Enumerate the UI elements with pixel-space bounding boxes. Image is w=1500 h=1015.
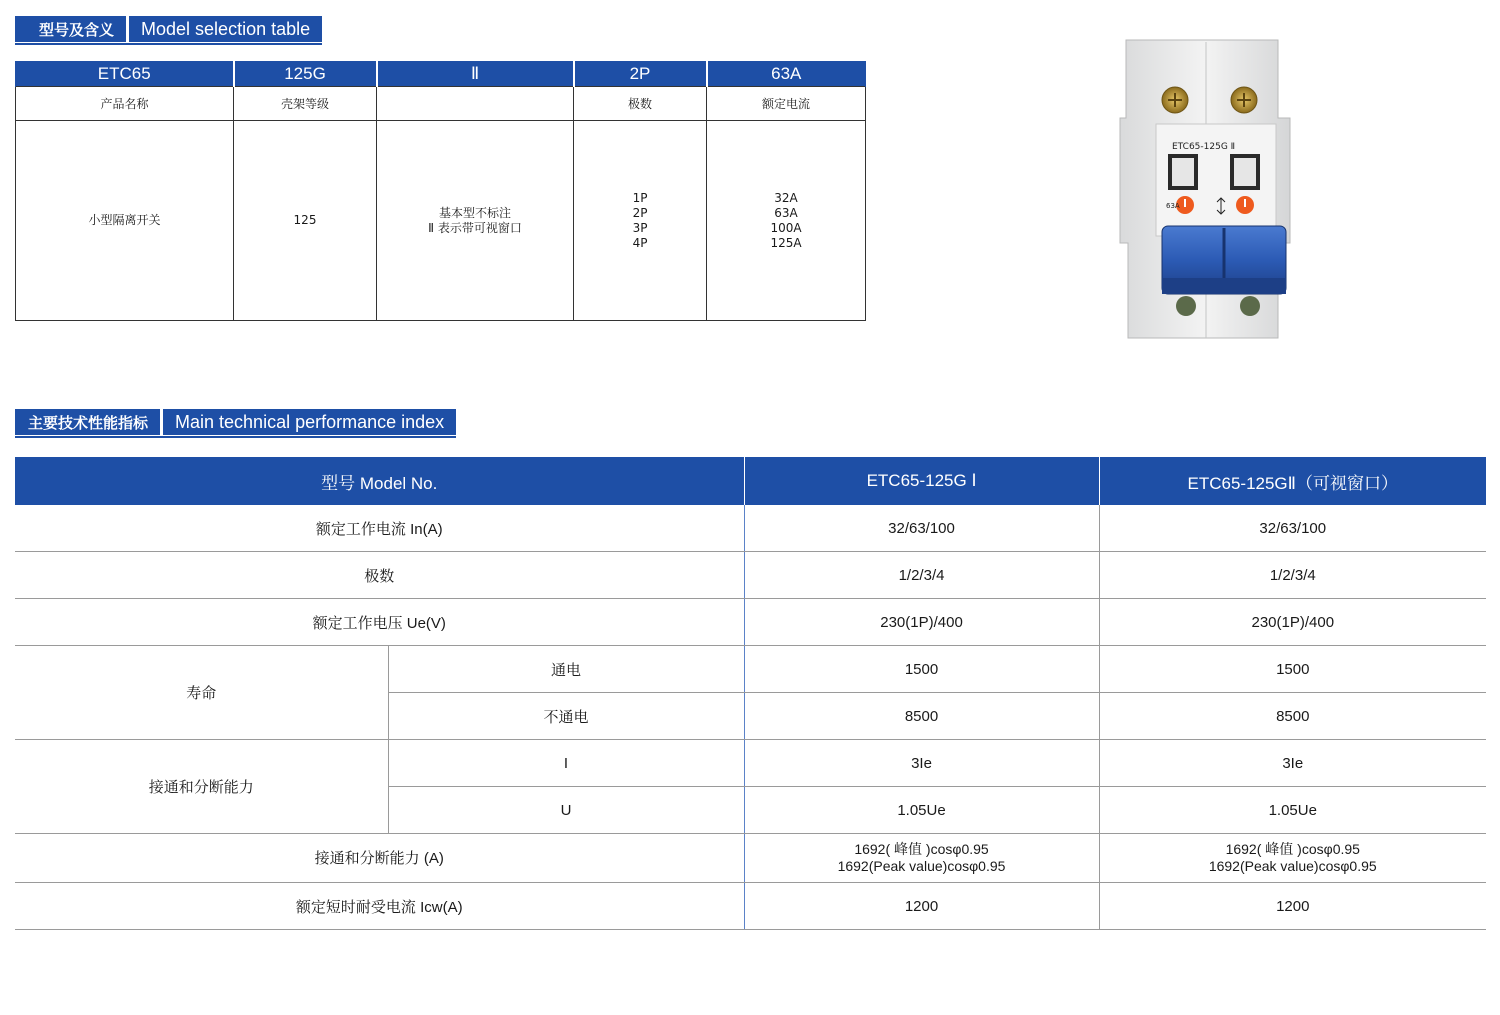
row-label-life: 寿命 xyxy=(15,646,388,740)
isolating-switch-product-image xyxy=(1118,38,1293,356)
row-label-rated-voltage: 额定工作电压 Ue(V) xyxy=(15,599,744,646)
meaning-rated-current: 额定电流 xyxy=(707,87,866,121)
peak-value-cn: 1692( 峰值 )cosφ0.95 xyxy=(1225,841,1360,857)
model-header-current: 63A xyxy=(707,61,866,87)
pole-option: 2P xyxy=(632,205,648,220)
cell-value: 8500 xyxy=(744,693,1099,740)
sub-label-not-energized: 不通电 xyxy=(388,693,744,740)
row-label-rated-current: 额定工作电流 In(A) xyxy=(15,505,744,552)
section-title-cn: 型号及含义 xyxy=(15,16,126,42)
meaning-window xyxy=(377,87,574,121)
meaning-poles: 极数 xyxy=(574,87,707,121)
cell-value: 230(1P)/400 xyxy=(1099,599,1486,646)
cell-value: 1200 xyxy=(1099,883,1486,930)
meaning-frame-grade: 壳架等级 xyxy=(234,87,377,121)
cell-value: 3Ie xyxy=(744,740,1099,787)
detail-window-line1: 基本型不标注 xyxy=(438,205,511,220)
cell-value: 1.05Ue xyxy=(1099,787,1486,834)
sub-label-energized: 通电 xyxy=(388,646,744,693)
cell-value: 32/63/100 xyxy=(744,505,1099,552)
section-header-technical-index xyxy=(15,409,456,435)
cell-value: 8500 xyxy=(1099,693,1486,740)
detail-window xyxy=(377,121,574,321)
current-option: 63A xyxy=(774,205,798,220)
peak-value-cn: 1692( 峰值 )cosφ0.95 xyxy=(854,841,989,857)
section-title-cn: 主要技术性能指标 xyxy=(15,409,160,435)
current-option: 100A xyxy=(770,220,802,235)
current-option: 32A xyxy=(774,190,798,205)
cell-value: 230(1P)/400 xyxy=(744,599,1099,646)
peak-value-en: 1692(Peak value)cosφ0.95 xyxy=(1208,858,1377,874)
cell-value: 1200 xyxy=(744,883,1099,930)
current-option: 125A xyxy=(770,235,802,250)
perf-header-model: 型号 Model No. xyxy=(15,457,744,505)
pole-option: 3P xyxy=(632,220,648,235)
cell-value: 1500 xyxy=(744,646,1099,693)
model-selection-table xyxy=(15,61,866,321)
detail-frame: 125 xyxy=(234,121,377,321)
cell-value: 32/63/100 xyxy=(1099,505,1486,552)
product-model-label: ETC65-125G Ⅱ xyxy=(1172,142,1236,152)
cell-value xyxy=(744,834,1099,883)
detail-window-line2: Ⅱ 表示带可视窗口 xyxy=(428,220,522,235)
model-header-series: ETC65 xyxy=(16,61,234,87)
product-rating-label: 63A xyxy=(1166,202,1180,210)
row-label-making-breaking: 接通和分断能力 xyxy=(15,740,388,834)
cell-value: 1/2/3/4 xyxy=(744,552,1099,599)
perf-header-model-1: ETC65-125G Ⅰ xyxy=(744,457,1099,505)
peak-value-en: 1692(Peak value)cosφ0.95 xyxy=(837,858,1006,874)
cell-value: 1/2/3/4 xyxy=(1099,552,1486,599)
sub-label-voltage: U xyxy=(388,787,744,834)
detail-poles xyxy=(574,121,707,321)
pole-option: 4P xyxy=(632,235,648,250)
meaning-product-name: 产品名称 xyxy=(16,87,234,121)
technical-performance-table xyxy=(15,457,1486,930)
cell-value: 1.05Ue xyxy=(744,787,1099,834)
section-title-en: Model selection table xyxy=(129,16,322,42)
perf-header-model-2: ETC65-125GⅡ（可视窗口） xyxy=(1099,457,1486,505)
section-header-model-selection xyxy=(15,16,322,42)
model-header-window: Ⅱ xyxy=(377,61,574,87)
cell-value: 3Ie xyxy=(1099,740,1486,787)
cell-value xyxy=(1099,834,1486,883)
cell-value: 1500 xyxy=(1099,646,1486,693)
detail-currents xyxy=(707,121,866,321)
row-label-making-breaking-a: 接通和分断能力 (A) xyxy=(15,834,744,883)
model-header-poles: 2P xyxy=(574,61,707,87)
detail-product-name: 小型隔离开关 xyxy=(16,121,234,321)
row-label-short-time: 额定短时耐受电流 Icw(A) xyxy=(15,883,744,930)
row-label-poles: 极数 xyxy=(15,552,744,599)
model-header-frame: 125G xyxy=(234,61,377,87)
sub-label-current: I xyxy=(388,740,744,787)
pole-option: 1P xyxy=(632,190,648,205)
section-title-en: Main technical performance index xyxy=(163,409,456,435)
